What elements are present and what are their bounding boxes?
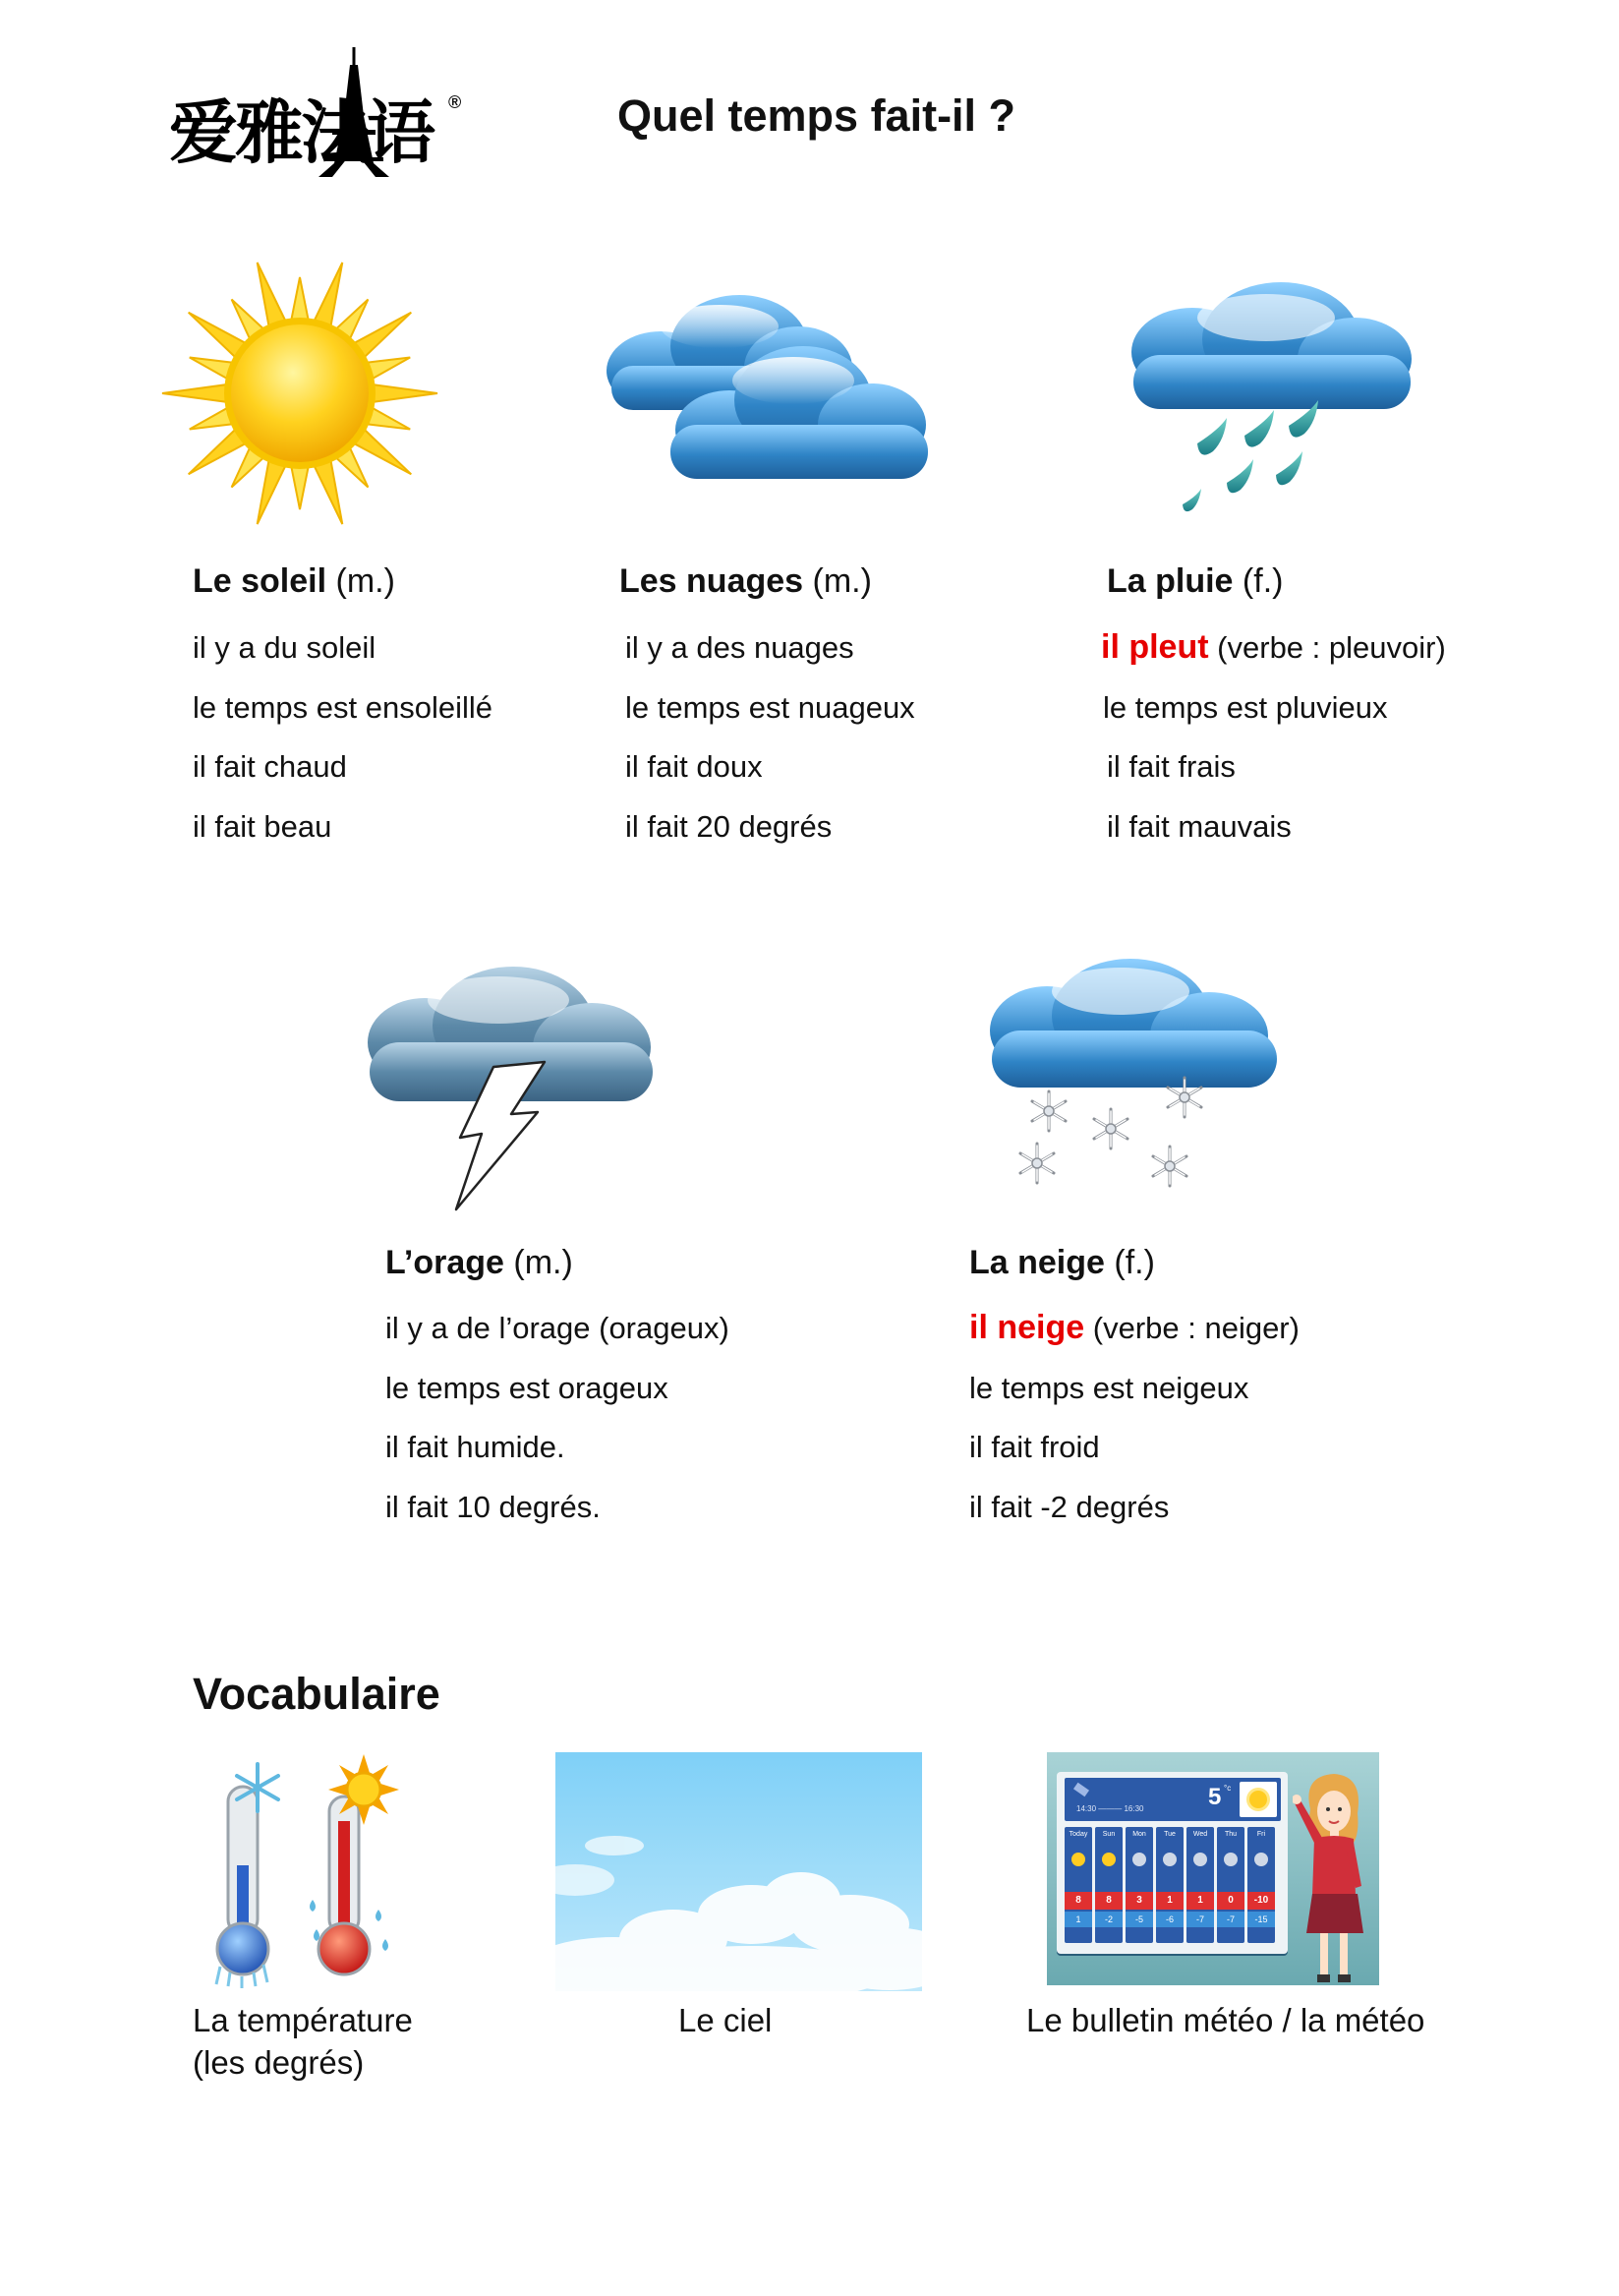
rain-cloud-icon (1128, 278, 1418, 524)
caption-line: La température (193, 2002, 413, 2038)
forecast-low: -6 (1156, 1912, 1184, 1927)
weather-verb-line (1101, 628, 1446, 667)
weather-report-image (1047, 1752, 1379, 1985)
forecast-day (1065, 1827, 1092, 1943)
weather-name: La pluie (1107, 562, 1234, 600)
weather-line: le temps est ensoleillé (193, 690, 492, 725)
forecast-day-icon (1254, 1853, 1268, 1866)
sun-ray (291, 463, 310, 509)
page-title: Quel temps fait-il ? (617, 90, 1016, 141)
sun-ray (162, 384, 230, 403)
logo (167, 47, 472, 195)
forecast-day-label: Thu (1224, 1831, 1238, 1838)
weather-line: il y a de l’orage (orageux) (385, 1311, 729, 1345)
sun-ray (370, 384, 437, 403)
sun-ray (291, 277, 310, 324)
weather-line: il fait froid (969, 1430, 1100, 1464)
forecast-high: -10 (1247, 1892, 1275, 1910)
weather-gender: (f.) (1114, 1244, 1155, 1281)
weather-line: le temps est nuageux (625, 690, 915, 725)
sun-ray (258, 263, 287, 329)
vocab-caption-ciel: Le ciel (678, 2002, 773, 2038)
storm-icon (366, 959, 661, 1214)
forecast-day-label: Wed (1192, 1831, 1208, 1838)
satellite-icon (1073, 1783, 1089, 1797)
weather-line: le temps est orageux (385, 1371, 668, 1405)
forecast-day (1217, 1827, 1244, 1943)
forecast-high: 3 (1126, 1892, 1153, 1910)
weather-heading-nuages (619, 562, 872, 601)
forecast-high: 0 (1217, 1892, 1244, 1910)
forecast-day-label: Sun (1102, 1831, 1116, 1838)
forecast-low: -2 (1095, 1912, 1123, 1927)
weather-gender: (f.) (1242, 562, 1284, 600)
forecast-day (1126, 1827, 1153, 1943)
registered-mark: ® (448, 92, 462, 112)
weather-name: La neige (969, 1244, 1105, 1281)
weather-heading-orage (385, 1244, 573, 1282)
forecast-day (1186, 1827, 1214, 1943)
logo-text: 爱雅法语 (169, 92, 433, 173)
snow-cloud-icon (988, 952, 1283, 1198)
weather-heading-pluie (1107, 562, 1283, 601)
weather-line: il fait 10 degrés. (385, 1490, 601, 1524)
forecast-temperature: 5 (1208, 1784, 1222, 1810)
weather-line: il fait frais (1107, 749, 1236, 784)
forecast-board (1057, 1772, 1288, 1954)
forecast-day-icon (1071, 1853, 1085, 1866)
sun-icon (157, 251, 442, 536)
weather-line: il fait humide. (385, 1430, 565, 1464)
forecast-low: -5 (1126, 1912, 1153, 1927)
weather-line: il fait chaud (193, 749, 347, 784)
forecast-header (1065, 1778, 1281, 1821)
forecast-sun-icon (1240, 1782, 1277, 1817)
forecast-day (1247, 1827, 1275, 1943)
weather-line: il fait doux (625, 749, 763, 784)
weather-heading-soleil (193, 562, 395, 601)
forecast-day-icon (1163, 1853, 1177, 1866)
weather-line: le temps est neigeux (969, 1371, 1249, 1405)
forecast-day-icon (1132, 1853, 1146, 1866)
weather-gender: (m.) (812, 562, 872, 600)
weather-name: Les nuages (619, 562, 804, 600)
forecast-high: 8 (1095, 1892, 1123, 1910)
clouds-icon (602, 287, 931, 494)
weather-gender: (m.) (513, 1244, 573, 1281)
forecast-day-label: Mon (1132, 1831, 1146, 1838)
weather-line: il fait mauvais (1107, 809, 1292, 844)
vocab-caption-meteo: Le bulletin météo / la météo (1026, 2002, 1425, 2038)
forecast-day-label: Today (1069, 1831, 1088, 1838)
forecast-high: 1 (1156, 1892, 1184, 1910)
forecast-low: -15 (1247, 1912, 1275, 1927)
weather-line: il fait -2 degrés (969, 1490, 1170, 1524)
forecast-day (1156, 1827, 1184, 1943)
forecast-low: 1 (1065, 1912, 1092, 1927)
sun-ray (313, 263, 342, 329)
forecast-day-icon (1102, 1853, 1116, 1866)
forecast-time: 14:30 ——— 16:30 (1076, 1804, 1144, 1813)
verb-note: (verbe : neiger) (1084, 1311, 1300, 1345)
weather-line: il y a du soleil (193, 630, 376, 665)
forecast-day-label: Tue (1164, 1831, 1176, 1838)
weather-line: il y a des nuages (625, 630, 854, 665)
weather-name: L’orage (385, 1244, 504, 1281)
weather-heading-neige (969, 1244, 1155, 1282)
vocab-title: Vocabulaire (193, 1669, 440, 1719)
sun-ray (258, 457, 287, 524)
forecast-day (1095, 1827, 1123, 1943)
verb-highlight: il pleut (1101, 628, 1209, 666)
forecast-low: -7 (1217, 1912, 1244, 1927)
verb-highlight: il neige (969, 1309, 1085, 1346)
sky-image (555, 1752, 922, 1991)
forecast-day-icon (1193, 1853, 1207, 1866)
verb-note: (verbe : pleuvoir) (1208, 630, 1446, 665)
presenter-illustration (1293, 1770, 1376, 1985)
forecast-day-label: Fri (1256, 1831, 1266, 1838)
vocab-caption-temperature (193, 1999, 413, 2084)
forecast-day-icon (1224, 1853, 1238, 1866)
weather-name: Le soleil (193, 562, 327, 600)
weather-gender: (m.) (335, 562, 395, 600)
caption-line: (les degrés) (193, 2044, 365, 2081)
weather-line: le temps est pluvieux (1103, 690, 1388, 725)
forecast-high: 1 (1186, 1892, 1214, 1910)
forecast-unit: °c (1224, 1784, 1232, 1793)
weather-verb-line (969, 1309, 1300, 1347)
forecast-high: 8 (1065, 1892, 1092, 1910)
forecast-low: -7 (1186, 1912, 1214, 1927)
thermometers-icon (206, 1752, 418, 1988)
weather-line: il fait beau (193, 809, 332, 844)
sun-ray (313, 457, 342, 524)
weather-line: il fait 20 degrés (625, 809, 833, 844)
forecast-days (1065, 1827, 1281, 1945)
